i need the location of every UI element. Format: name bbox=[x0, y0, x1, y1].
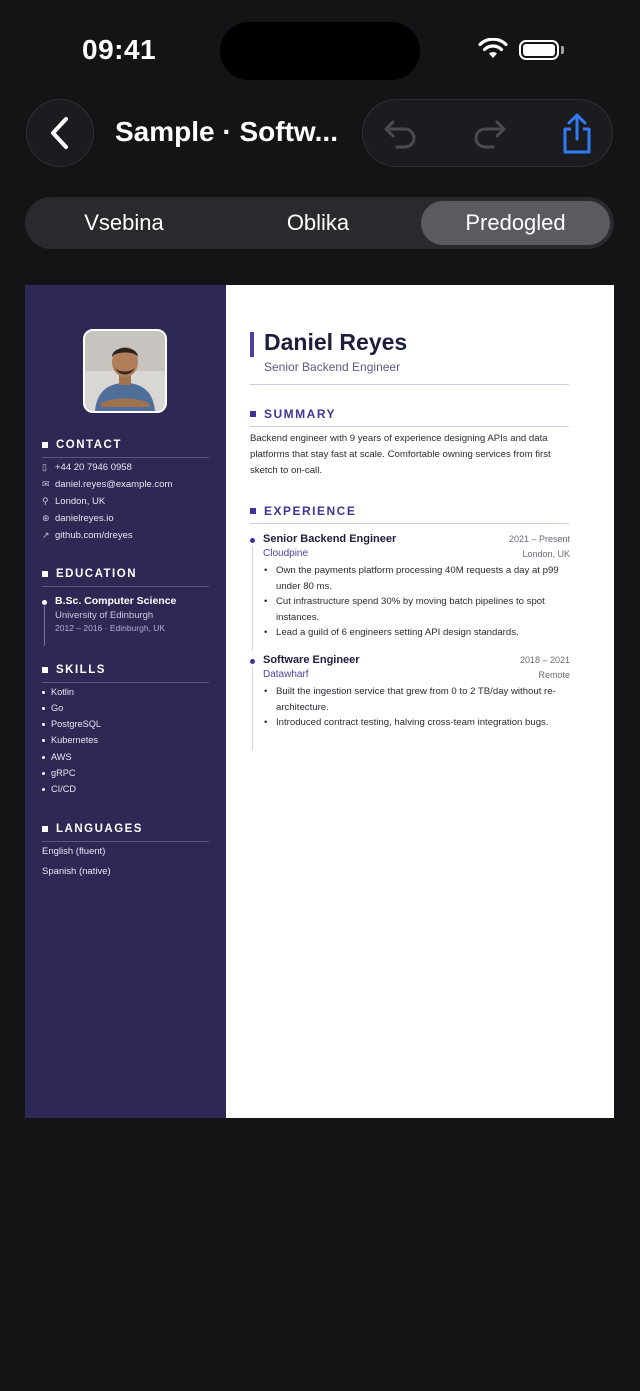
divider bbox=[250, 384, 569, 385]
language-item: Spanish (native) bbox=[42, 866, 111, 877]
globe-icon: ⊕ bbox=[42, 513, 50, 523]
tab-preview[interactable]: Predogled bbox=[421, 201, 610, 245]
contact-location: ⚲ London, UK bbox=[42, 496, 106, 507]
undo-icon bbox=[383, 118, 419, 150]
job-company: Datawharf bbox=[263, 669, 309, 680]
skill-item: Kotlin bbox=[42, 687, 74, 697]
education-degree: B.Sc. Computer Science bbox=[55, 595, 177, 607]
job-bullets bbox=[263, 563, 576, 641]
resume-sidebar bbox=[25, 285, 226, 1118]
contact-website: ⊕ danielreyes.io bbox=[42, 513, 114, 524]
share-button[interactable] bbox=[555, 112, 599, 156]
mail-icon: ✉ bbox=[42, 479, 50, 489]
job-title: Software Engineer bbox=[263, 654, 360, 666]
contact-heading: CONTACT bbox=[42, 439, 209, 458]
profile-photo bbox=[83, 329, 167, 413]
skill-item: CI/CD bbox=[42, 784, 76, 794]
resume-main bbox=[226, 285, 614, 1118]
skills-heading: SKILLS bbox=[42, 664, 209, 683]
divider bbox=[250, 523, 569, 524]
contact-phone: ▯ +44 20 7946 0958 bbox=[42, 462, 132, 473]
summary-heading: SUMMARY bbox=[250, 407, 336, 421]
tab-design[interactable]: Oblika bbox=[286, 210, 350, 235]
toolbar-pill bbox=[362, 99, 613, 167]
job-bullet: • Introduced contract testing, halving cross-team integration bugs. bbox=[276, 715, 576, 731]
job-title: Senior Backend Engineer bbox=[263, 533, 397, 545]
job-bullet: • Built the ingestion service that grew from 0 to 2 TB/day without re-architecture. bbox=[276, 684, 576, 715]
job-company: Cloudpine bbox=[263, 548, 309, 559]
page-title: Sample · Softw... bbox=[115, 116, 338, 147]
undo-button[interactable] bbox=[379, 112, 423, 156]
skill-item: gRPC bbox=[42, 768, 76, 778]
battery-icon bbox=[519, 40, 559, 60]
contact-email: ✉ daniel.reyes@example.com bbox=[42, 479, 173, 490]
phone-icon: ▯ bbox=[42, 462, 47, 472]
share-icon bbox=[560, 113, 594, 155]
job-bullet: • Own the payments platform processing 40M requests a day at p99 under 80 ms. bbox=[276, 563, 576, 594]
dynamic-island bbox=[220, 22, 420, 80]
location-icon: ⚲ bbox=[42, 496, 49, 506]
resume-preview bbox=[25, 285, 614, 1118]
divider bbox=[250, 426, 569, 427]
job-dates: 2021 – Present bbox=[508, 534, 570, 544]
view-segmented-control bbox=[25, 197, 614, 249]
job-location: Remote bbox=[538, 670, 570, 680]
wifi-icon bbox=[478, 38, 508, 65]
job-location: London, UK bbox=[522, 549, 570, 559]
resume-name: Daniel Reyes bbox=[264, 329, 408, 355]
chevron-left-icon bbox=[49, 116, 71, 150]
job-bullet: • Cut infrastructure spend 30% by moving batch pipelines to spot instances. bbox=[276, 594, 576, 625]
job-bullets bbox=[263, 684, 576, 731]
redo-icon bbox=[471, 118, 507, 150]
tab-content[interactable]: Vsebina bbox=[84, 210, 164, 235]
summary-text: Backend engineer with 9 years of experience designing APIs and data platforms that stay fast at scale. Comfortable owning services from first sketch to on-call. bbox=[250, 433, 551, 476]
name-accent-bar bbox=[250, 332, 254, 357]
language-item: English (fluent) bbox=[42, 846, 106, 857]
job-bullet: • Lead a guild of 6 engineers setting API design standards. bbox=[276, 625, 576, 641]
status-time: 09:41 bbox=[82, 34, 157, 65]
skill-item: Kubernetes bbox=[42, 735, 98, 745]
resume-role: Senior Backend Engineer bbox=[264, 360, 401, 374]
redo-button[interactable] bbox=[467, 112, 511, 156]
skill-item: PostgreSQL bbox=[42, 719, 101, 729]
education-years: 2012 – 2016 · Edinburgh, UK bbox=[55, 623, 166, 633]
battery-cap bbox=[561, 46, 564, 54]
back-button[interactable] bbox=[26, 99, 94, 167]
experience-heading: EXPERIENCE bbox=[250, 504, 356, 518]
education-school: University of Edinburgh bbox=[55, 610, 154, 621]
education-heading: EDUCATION bbox=[42, 568, 209, 587]
link-icon: ↗ bbox=[42, 530, 50, 540]
languages-heading: LANGUAGES bbox=[42, 823, 209, 842]
skill-item: Go bbox=[42, 703, 63, 713]
contact-github: ↗ github.com/dreyes bbox=[42, 530, 133, 541]
skill-item: AWS bbox=[42, 752, 72, 762]
job-dates: 2018 – 2021 bbox=[519, 655, 570, 665]
